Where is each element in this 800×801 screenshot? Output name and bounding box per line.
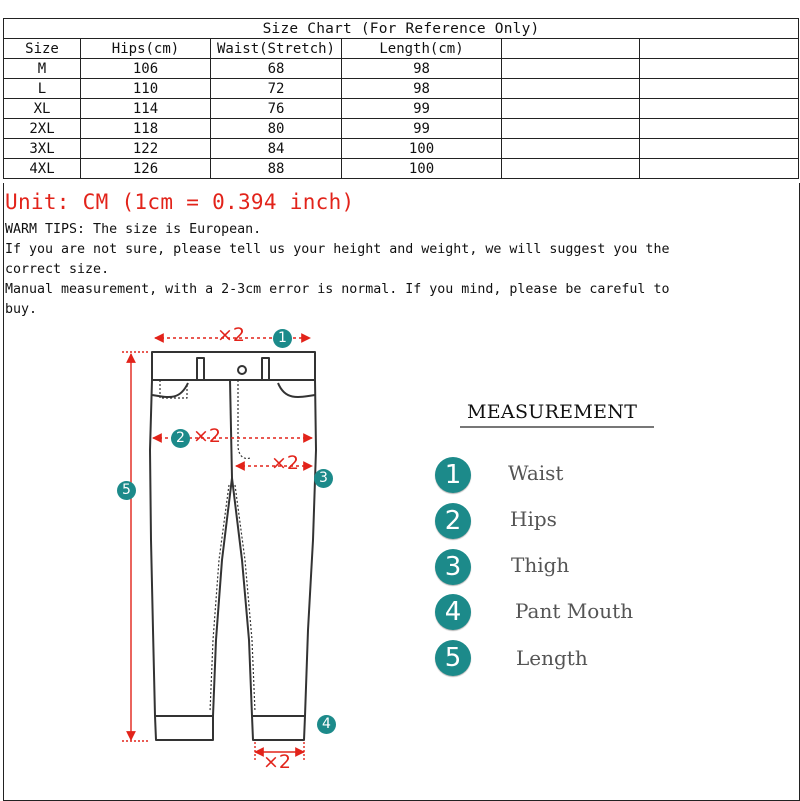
- header-length: Length(cm): [342, 39, 502, 59]
- legend-label-hips: Hips: [510, 507, 557, 531]
- cell-hips: 114: [81, 99, 211, 119]
- cell-size: L: [4, 79, 81, 99]
- cell-hips: 110: [81, 79, 211, 99]
- cell-waist: 72: [211, 79, 342, 99]
- unit-note: Unit: CM (1cm = 0.394 inch): [5, 190, 355, 214]
- cell-size: XL: [4, 99, 81, 119]
- cell-size: 2XL: [4, 119, 81, 139]
- legend-label-pant-mouth: Pant Mouth: [515, 599, 634, 623]
- length-badge-icon: 5: [117, 481, 136, 500]
- hips-x2-label: ×2: [193, 425, 222, 447]
- cell-waist: 68: [211, 59, 342, 79]
- pants-outline: [150, 352, 316, 740]
- cell-waist: 80: [211, 119, 342, 139]
- tips-line: If you are not sure, please tell us your height and weight, we will suggest you the: [5, 242, 670, 257]
- header-size: Size: [4, 39, 81, 59]
- tips-line: Manual measurement, with a 2-3cm error is normal. If you mind, please be careful to: [5, 282, 670, 297]
- cell-waist: 84: [211, 139, 342, 159]
- cell-hips: 118: [81, 119, 211, 139]
- header-waist: Waist(Stretch): [211, 39, 342, 59]
- cell-length: 98: [342, 79, 502, 99]
- pant-mouth-badge-icon: 4: [317, 715, 336, 734]
- cell-waist: 76: [211, 99, 342, 119]
- cell-length: 99: [342, 99, 502, 119]
- legend-label-length: Length: [516, 646, 588, 670]
- tips-line: buy.: [5, 302, 38, 317]
- legend-label-waist: Waist: [508, 461, 564, 485]
- cell-hips: 106: [81, 59, 211, 79]
- legend-badge-4-icon: 4: [435, 594, 471, 630]
- legend-label-thigh: Thigh: [511, 553, 570, 577]
- cell-size: M: [4, 59, 81, 79]
- thigh-x2-label: ×2: [271, 452, 300, 474]
- legend-badge-5-icon: 5: [435, 640, 471, 676]
- legend-badge-1-icon: 1: [435, 457, 471, 493]
- measurement-title: MEASUREMENT: [467, 401, 638, 423]
- cell-length: 100: [342, 139, 502, 159]
- measurement-title-underline: [460, 426, 654, 428]
- cell-hips: 122: [81, 139, 211, 159]
- cell-length: 99: [342, 119, 502, 139]
- table-title: Size Chart (For Reference Only): [4, 19, 799, 39]
- cell-waist: 88: [211, 159, 342, 179]
- pant-mouth-x2-label: ×2: [263, 751, 292, 773]
- cell-length: 98: [342, 59, 502, 79]
- cell-hips: 126: [81, 159, 211, 179]
- thigh-badge-icon: 3: [314, 469, 333, 488]
- warm-tips-line: WARM TIPS: The size is European.: [5, 222, 262, 237]
- cell-length: 100: [342, 159, 502, 179]
- waist-x2-label: ×2: [217, 324, 246, 346]
- tips-line: correct size.: [5, 262, 110, 277]
- legend-badge-2-icon: 2: [435, 503, 471, 539]
- cell-size: 4XL: [4, 159, 81, 179]
- cell-size: 3XL: [4, 139, 81, 159]
- waist-badge-icon: 1: [273, 329, 292, 348]
- legend-badge-3-icon: 3: [435, 549, 471, 585]
- header-hips: Hips(cm): [81, 39, 211, 59]
- hips-badge-icon: 2: [171, 429, 190, 448]
